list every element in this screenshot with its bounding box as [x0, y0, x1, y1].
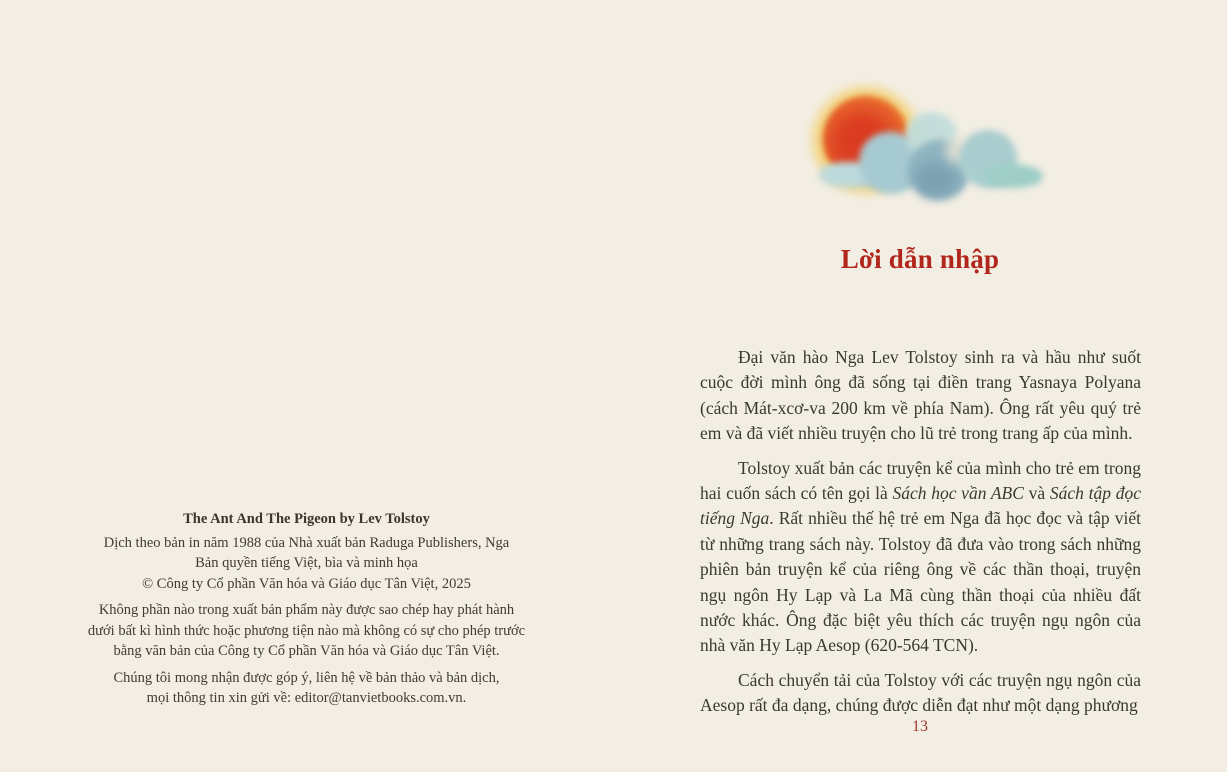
colophon-line: dưới bất kì hình thức hoặc phương tiện nào mà không có sự cho phép trước [87, 622, 526, 639]
paragraph: Tolstoy xuất bản các truyện kể của mình cho trẻ em trong hai cuốn sách có tên gọi là Sách học vần ABC và Sách tập đọc tiếng Nga. Rất nhiều thế hệ trẻ em Nga đã học đọc và tập viết từ những trang sách này. Tolstoy đã đưa vào trong sách những phiên bản truyện kể của riêng ông về các thần thoại, truyện ngụ ngôn Hy Lạp và La Mã cùng thần thoại của nhiều đất nước khác. Ông đặc biệt yêu thích các truyện ngụ ngôn của nhà văn Hy Lạp Aesop (620-564 TCN). [700, 457, 1141, 656]
left-page [0, 0, 613, 772]
sun-and-clouds-illustration [813, 88, 1043, 210]
paragraph: Đại văn hào Nga Lev Tolstoy sinh ra và hầu như suốt cuộc đời mình ông đã sống tại điền trang Yasnaya Polyana (cách Mát-xcơ-va 200 km về phía Nam). Ông rất yêu quý trẻ em và đã viết nhiều truyện cho lũ trẻ trong trang ấp của mình. [700, 347, 1141, 444]
cloud-icon [985, 164, 1043, 188]
colophon [57, 509, 557, 715]
colophon-line: Dịch theo bản in năm 1988 của Nhà xuất bản Raduga Publishers, Nga [103, 534, 510, 551]
colophon-book-title: The Ant And The Pigeon by Lev Tolstoy [183, 511, 430, 527]
paragraph: Cách chuyển tải của Tolstoy với các truyện ngụ ngôn của Aesop rất đa dạng, chúng được diễn đạt như một dạng phương [700, 669, 1141, 716]
colophon-line: Chúng tôi mong nhận được góp ý, liên hệ về bản thảo và bản dịch, [113, 669, 500, 686]
colophon-line: Không phần nào trong xuất bản phẩm này được sao chép hay phát hành [98, 602, 515, 618]
colophon-rights-group [57, 600, 557, 662]
colophon-edition-group [57, 533, 557, 595]
colophon-contact-email-line: mọi thông tin xin gửi về: editor@tanvietbooks.com.vn. [146, 690, 467, 706]
colophon-line: bằng văn bản của Công ty Cổ phần Văn hóa và Giáo dục Tân Việt. [113, 643, 500, 659]
colophon-contact-group [57, 668, 557, 709]
chapter-body [700, 345, 1141, 728]
right-page [613, 0, 1227, 772]
colophon-line: Bản quyền tiếng Việt, bìa và minh họa [195, 555, 418, 571]
colophon-line: © Công ty Cổ phần Văn hóa và Giáo dục Tân Việt, 2025 [142, 575, 471, 592]
chapter-title: Lời dẫn nhập [840, 244, 1000, 274]
page-number: 13 [912, 718, 928, 735]
cloud-shadow [913, 162, 957, 198]
